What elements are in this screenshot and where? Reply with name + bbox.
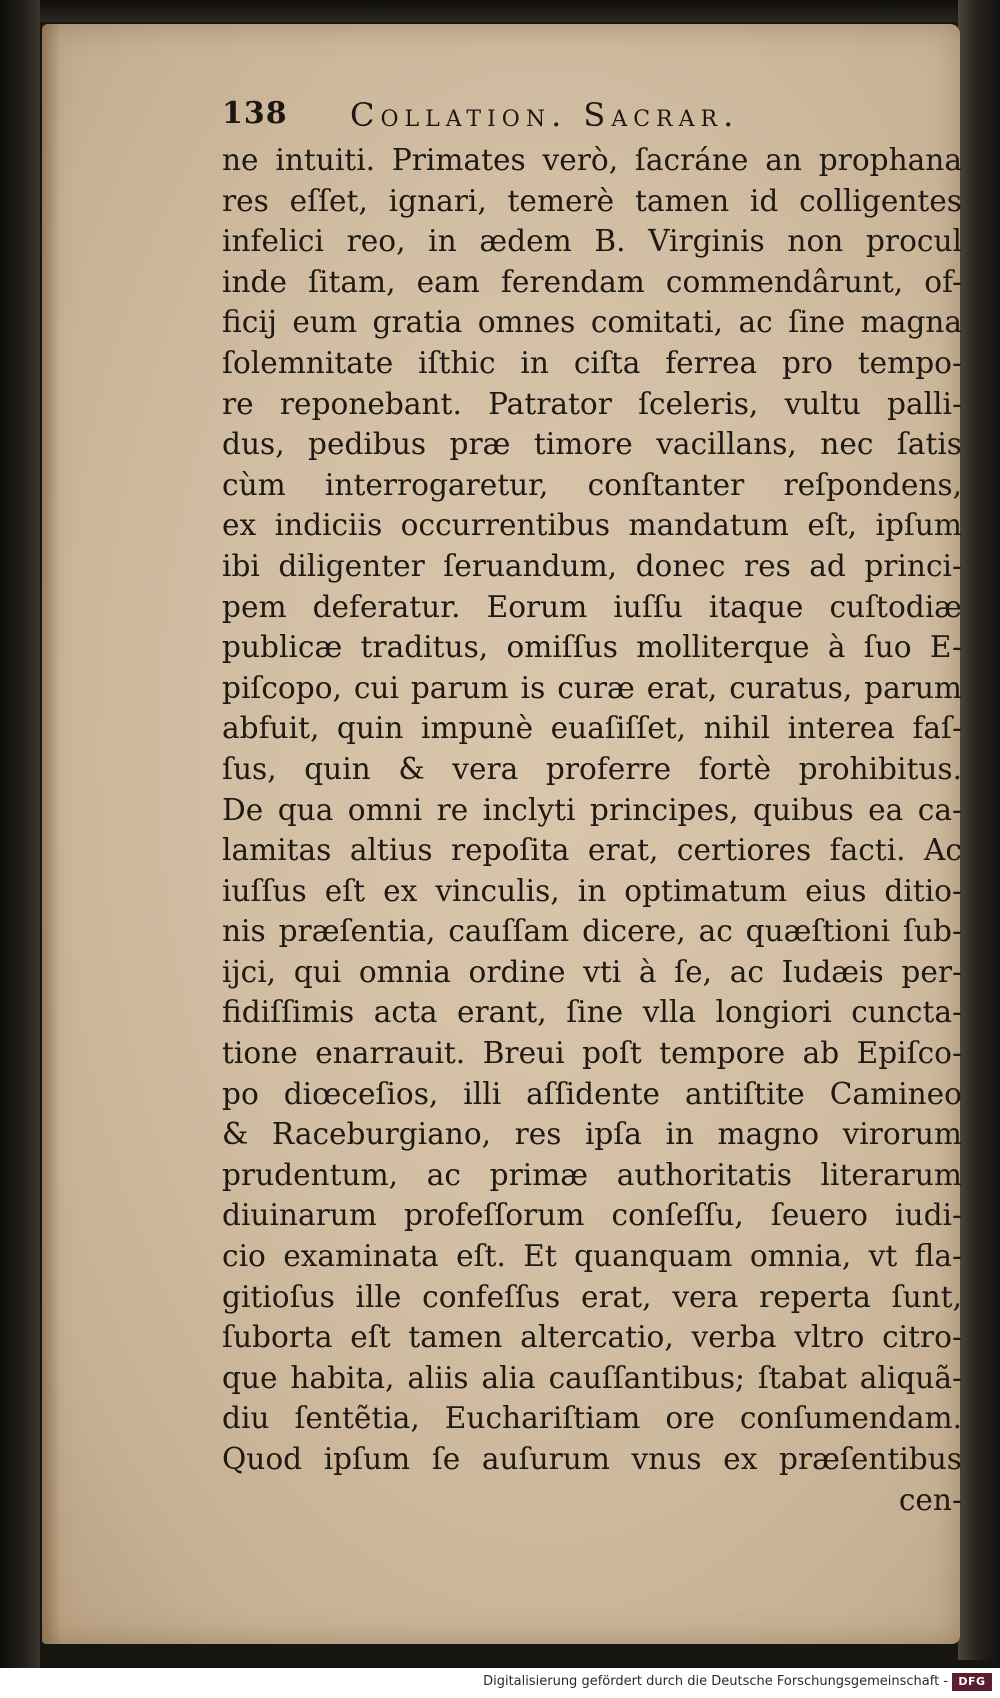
running-title: Collation. Sacrar. (350, 96, 740, 134)
text-line: iuſſus eſt ex vinculis, in optimatum eius ditio- (222, 873, 962, 908)
scan-top-edge (0, 0, 1000, 22)
text-line: De qua omni re inclyti principes, quibus ea ca- (222, 792, 962, 827)
dfg-logo: DFG (952, 1673, 992, 1691)
body-text (222, 140, 962, 1520)
book-binding-edge (0, 0, 40, 1698)
scan-right-edge (958, 0, 1000, 1660)
text-line: que habita, aliis alia cauſſantibus; ſtabat aliquã- (222, 1360, 962, 1395)
funding-credit: Digitalisierung gefördert durch die Deutsche Forschungsgemeinschaft - (483, 1674, 948, 1689)
text-line: piſcopo, cui parum is curæ erat, curatus, parum (222, 670, 962, 705)
text-line: cen- (898, 1482, 962, 1517)
text-line: gitioſus ille confeſſus erat, vera reperta ſunt, (222, 1279, 962, 1314)
text-line: infelici reo, in ædem B. Virginis non procul (222, 224, 962, 259)
text-line: Quod ipſum ſe auſurum vnus ex præſentibus (222, 1442, 962, 1476)
text-line: po diœceſios, illi aſſidente antiſtite Camineo (222, 1076, 962, 1111)
text-line: cio examinata eſt. Et quanquam omnia, vt fla- (222, 1239, 962, 1274)
text-line: abfuit, quin impunè euaſiſſet, nihil interea faſ- (222, 711, 962, 746)
footer-bar (0, 1668, 1000, 1698)
text-line: & Raceburgiano, res ipſa in magno virorum (222, 1117, 962, 1152)
text-line: re reponebant. Patrator ſceleris, vultu palli- (222, 386, 962, 421)
text-line: ijci, qui omnia ordine vti à ſe, ac Iudæis per- (222, 954, 962, 989)
text-line: dus, pedibus præ timore vacillans, nec ſatis (222, 427, 962, 462)
text-line: diuinarum profeſſorum conſeſſu, ſeuero iudi- (222, 1198, 962, 1233)
text-line: res eſſet, ignari, temerè tamen id colligentes (222, 183, 962, 218)
text-line: prudentum, ac primæ authoritatis literarum (222, 1157, 962, 1192)
text-line: diu ſentẽtia, Euchariſtiam ore conſumendam. (222, 1401, 962, 1436)
text-line: tione enarrauit. Breui poſt tempore ab Epiſco- (222, 1036, 962, 1071)
paper-page-left-shadow (42, 24, 60, 1644)
text-line: nis præſentia, cauſſam dicere, ac quæſtioni ſub- (222, 914, 962, 949)
text-line: cùm interrogaretur, conſtanter reſpondens, (222, 467, 962, 502)
text-line: pem deferatur. Eorum iuſſu itaque cuſtodiæ (222, 589, 962, 624)
text-line: publicæ traditus, omiſſus molliterque à ſuo E- (222, 630, 962, 665)
text-line: ex indiciis occurrentibus mandatum eſt, ipſum (222, 508, 962, 543)
text-line: ibi diligenter ſeruandum, donec res ad princi- (222, 548, 962, 583)
page-header (222, 96, 922, 142)
text-line: ſolemnitate iſthic in ciſta ferrea pro tempo- (222, 345, 962, 380)
text-line: ſus, quin & vera proferre fortè prohibitus. (222, 751, 962, 786)
page-number: 138 (222, 96, 288, 131)
text-line: ne intuiti. Primates verò, ſacráne an prophana (222, 143, 962, 177)
text-line: inde ſitam, eam ferendam commendârunt, of- (222, 264, 962, 299)
text-line: lamitas altius repoſita erat, certiores facti. Ac (222, 833, 962, 868)
text-line: ſuborta eſt tamen altercatio, verba vltro citro- (222, 1320, 962, 1355)
text-line: fidiſſimis acta erant, ſine vlla longiori cuncta- (222, 995, 962, 1030)
text-line: ficij eum gratia omnes comitati, ac ſine magna (222, 305, 962, 340)
